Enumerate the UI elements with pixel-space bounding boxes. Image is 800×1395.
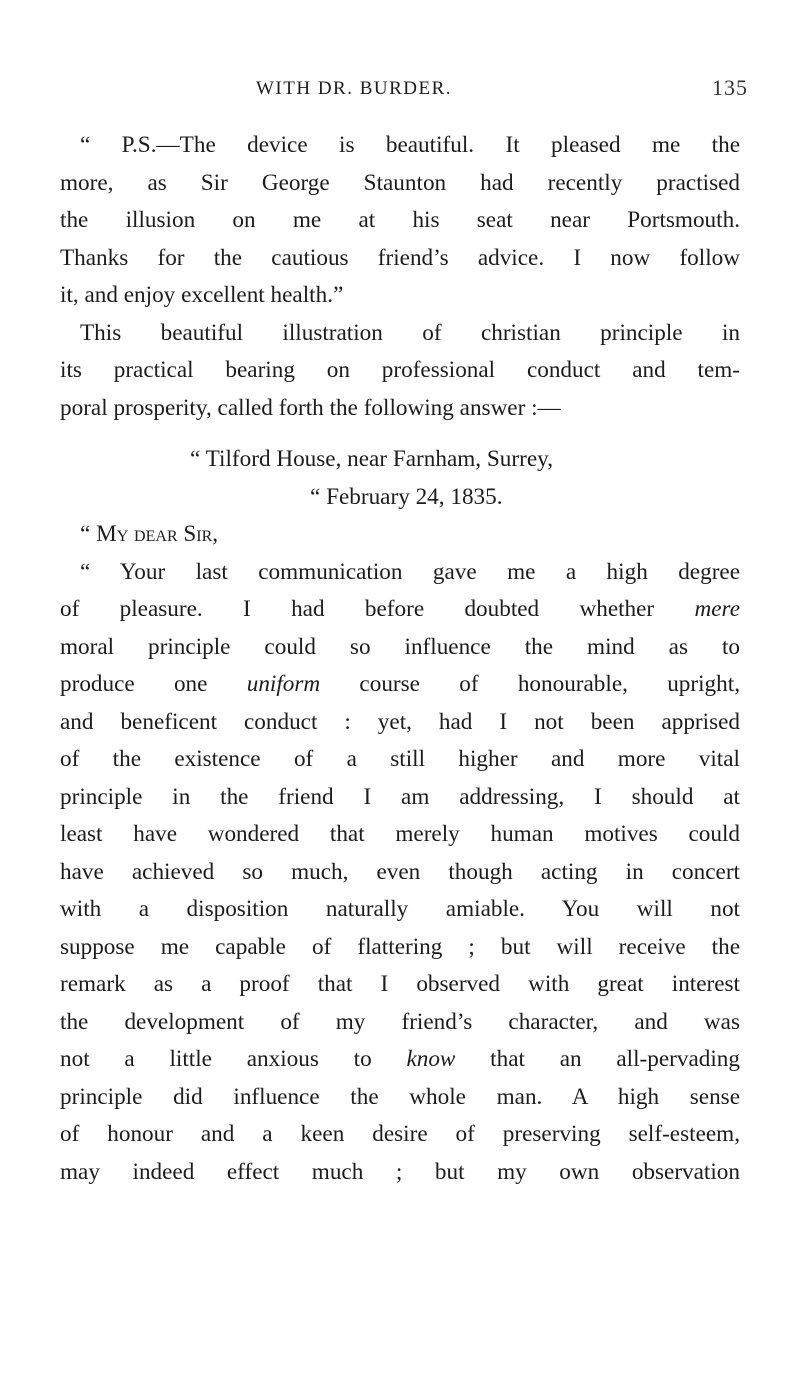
running-head: WITH DR. BURDER. [256, 78, 453, 99]
text-line: principle in the friend I am addressing, I should at [60, 783, 740, 810]
text-line: “ P.S.—The device is beautiful. It pleased me the [80, 132, 740, 158]
text-line: of the existence of a still higher and more vital [60, 746, 740, 772]
letter-salutation: “ My dear Sir, [80, 521, 219, 547]
text-line: it, and enjoy excellent health.” [60, 282, 344, 308]
text-line: have achieved so much, even though acting in concert [60, 858, 740, 885]
text-line: its practical bearing on professional conduct and tem- [60, 357, 740, 383]
text-line: and beneficent conduct : yet, had I not been apprised [60, 708, 740, 735]
text-line: more, as Sir George Staunton had recently practised [60, 169, 740, 196]
text-line: not a little anxious to know that an all-pervading [60, 1046, 740, 1072]
text-line: principle did influence the whole man. A high sense [60, 1083, 740, 1110]
letter-date: “ February 24, 1835. [310, 483, 503, 510]
text-line: the development of my friend’s character, and was [60, 1008, 740, 1035]
text-line: moral principle could so influence the mind as to [60, 633, 740, 660]
text-line: may indeed effect much ; but my own observation [60, 1158, 740, 1185]
text-line: least have wondered that merely human motives could [60, 821, 740, 847]
text-line: of pleasure. I had before doubted whether mere [60, 596, 740, 622]
text-line: “ Your last communication gave me a high degree [80, 558, 740, 585]
text-line: of honour and a keen desire of preserving self-esteem, [60, 1121, 740, 1147]
text-line: the illusion on me at his seat near Portsmouth. [60, 207, 740, 233]
page-number: 135 [712, 75, 748, 100]
body-text [60, 127, 740, 1191]
text-line: remark as a proof that I observed with great interest [60, 971, 740, 997]
letter-address: “ Tilford House, near Farnham, Surrey, [190, 446, 553, 472]
text-line: with a disposition naturally amiable. You will not [60, 896, 740, 922]
text-line: produce one uniform course of honourable, upright, [60, 671, 740, 697]
text-line: suppose me capable of flattering ; but will receive the [60, 933, 740, 960]
text-line: poral prosperity, called forth the following answer :— [60, 394, 561, 421]
text-line: Thanks for the cautious friend’s advice. I now follow [60, 244, 740, 271]
text-line: This beautiful illustration of christian principle in [80, 319, 740, 346]
